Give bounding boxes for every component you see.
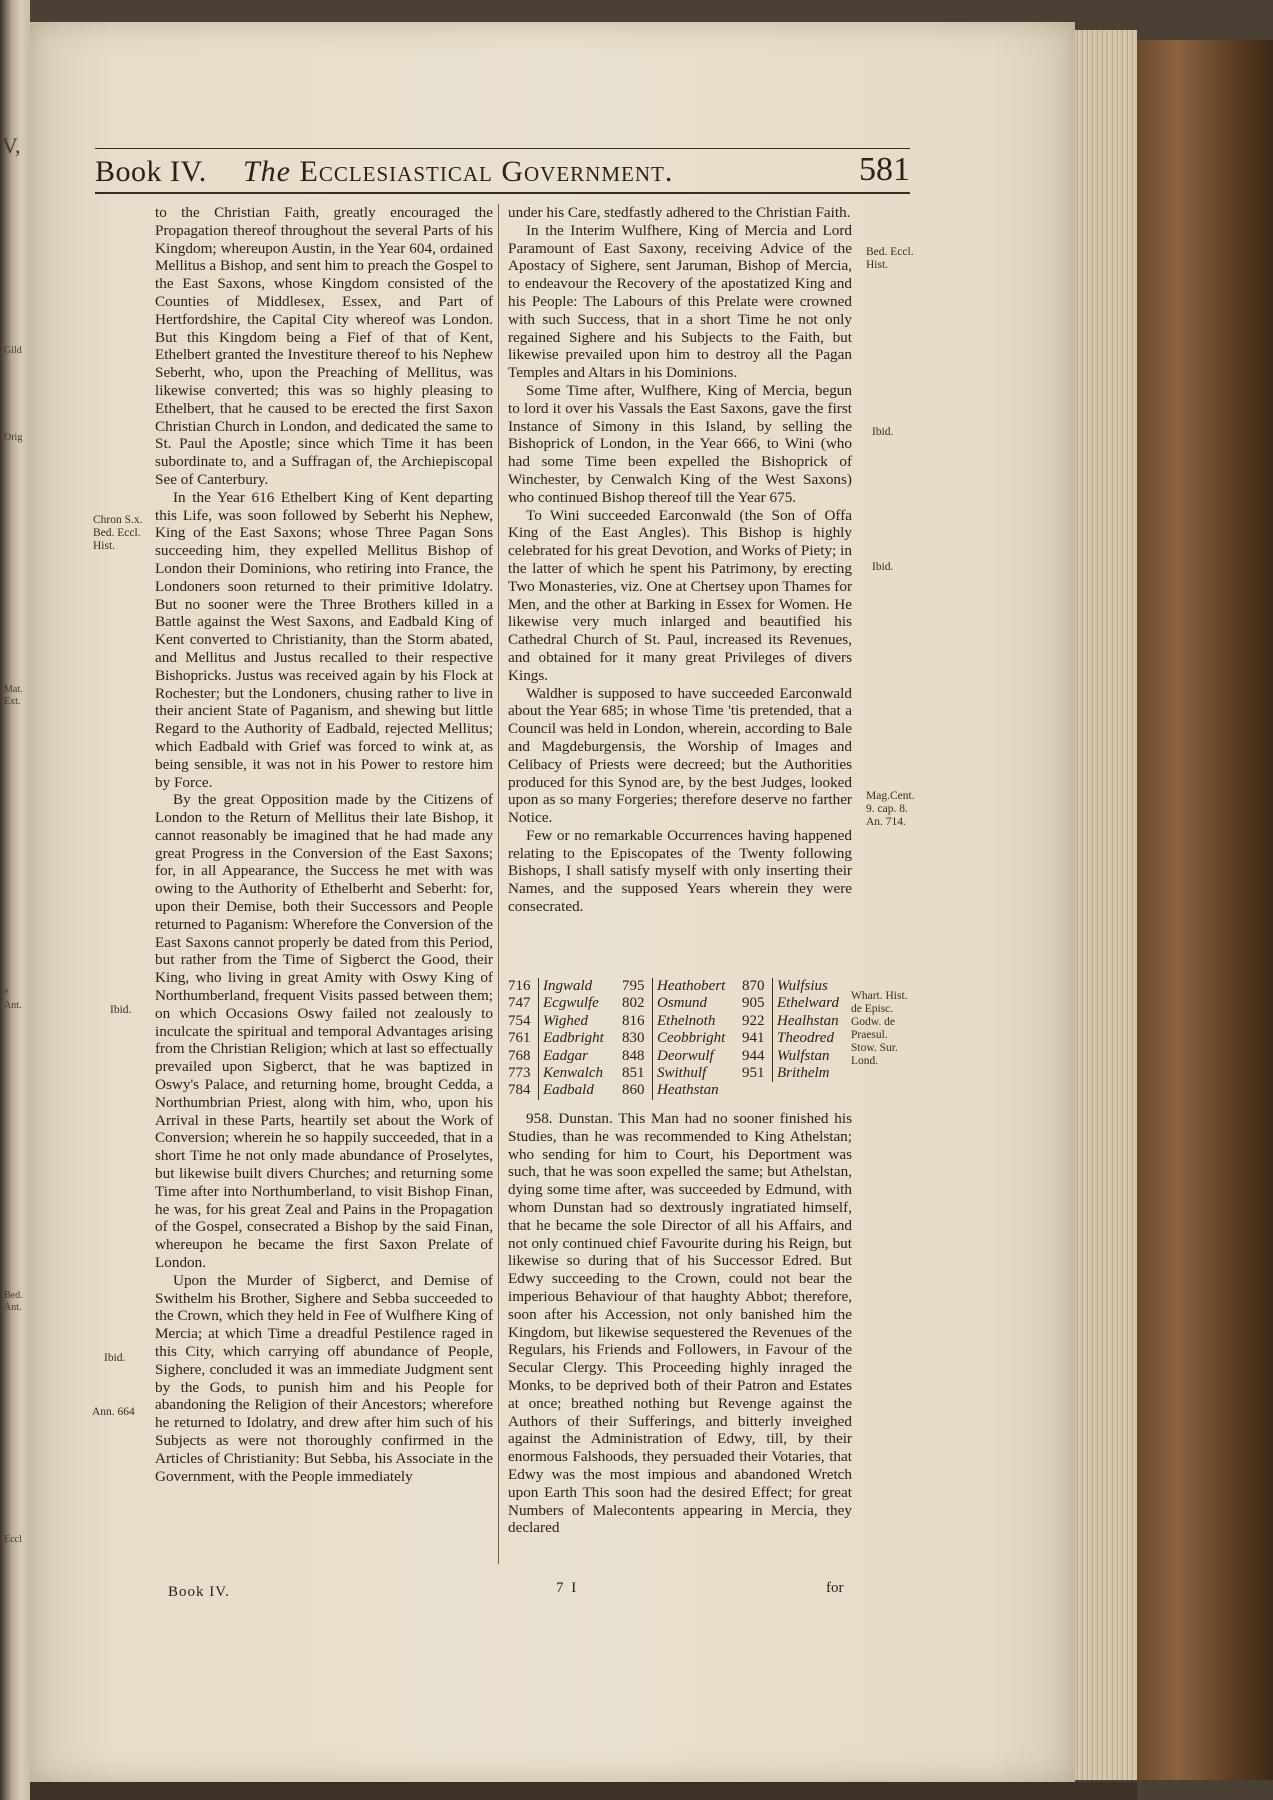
bishop-name: Deorwulf <box>652 1048 714 1065</box>
bishop-entry <box>742 1030 839 1047</box>
bishop-name: Ethelnoth <box>652 1013 715 1030</box>
bishop-year: 784 <box>508 1082 531 1099</box>
bishop-entry <box>622 1030 725 1047</box>
bishop-name: Ingwald <box>538 978 592 995</box>
header-bottom-rule <box>95 192 910 194</box>
running-title-text: Ecclesiastical Government. <box>299 155 674 188</box>
bishop-entry <box>508 978 604 995</box>
bishop-name: Wulfstan <box>772 1048 830 1065</box>
bishop-year: 830 <box>622 1030 645 1047</box>
bishop-name: Ecgwulfe <box>538 995 599 1012</box>
bishops-column <box>742 978 839 1082</box>
bishop-entry <box>622 1013 725 1030</box>
bishop-entry <box>508 1013 604 1030</box>
left-margin-fragment: Ant. <box>4 1000 22 1011</box>
bishop-year: 768 <box>508 1047 531 1064</box>
bishop-year: 761 <box>508 1030 531 1047</box>
bishop-name: Ceobbright <box>652 1030 725 1047</box>
column-divider <box>498 204 499 1564</box>
margin-note: Ibid. <box>872 426 894 438</box>
left-margin-fragment: V, <box>2 133 21 158</box>
bishop-name: Eadgar <box>538 1048 588 1065</box>
bishop-name: Brithelm <box>772 1065 830 1082</box>
bishops-column <box>508 978 604 1100</box>
bishop-name: Wulfsius <box>772 978 828 995</box>
margin-note: Ibid. <box>872 561 894 573</box>
bishop-year: 802 <box>622 995 645 1012</box>
paragraph: To Wini succeeded Earconwald (the Son of Offa King of the East Angles). This Bishop is highly celebrated for his great Devotion, and Works of Piety; in the latter of which he spent his Patrimony, by erecting Two Monasteries, viz. One at Chertsey upon Thames for Men, and the other at Barking in Essex for Women. He likewise very much inlarged and beautified his Cathedral Church of St. Paul, increased its Revenues, and obtained for it many great Privileges of divers Kings. <box>508 506 852 684</box>
margin-note: Mag.Cent. 9. cap. 8. An. 714. <box>866 790 915 828</box>
paragraph: Upon the Murder of Sigberct, and Demise of Swithelm his Brother, Sighere and Sebba succeeded to the Crown, which they held in Fee of Wulfhere King of Mercia; at which Time a dreadful Pestilence raged in this City, which carrying off abundance of People, Sighere, concluded it was an immediate Judgment sent by the Gods, to punish him and his People for abandoning the Religion of their Ancestors; wherefore he returned to Idolatry, and drew after him such of his Subjects as were not thoroughly confirmed in the Articles of Christianity: But Sebba, his Associate in the Government, with the People immediately <box>155 1271 493 1485</box>
right-catchword: for <box>826 1580 844 1596</box>
page-fore-edge <box>1075 30 1137 1780</box>
left-margin-fragment: e <box>4 986 9 997</box>
bishop-entry <box>742 978 839 995</box>
book-cover <box>1137 40 1273 1780</box>
paragraph: Waldher is supposed to have succeeded Earconwald about the Year 685; in whose Time 'tis pretended, that a Council was held in London, wherein, according to Bale and Magdeburgensis, the Worship of Images and Celibacy of Priests were decreed; but the Authorities produced for this Synod are, by the best Judges, looked upon as so many Forgeries; therefore deserve no farther Notice. <box>508 684 852 827</box>
paragraph: In the Interim Wulfhere, King of Mercia and Lord Paramount of East Saxony, receiving Advice of the Apostacy of Sighere, sent Jaruman, Bishop of Mercia, to endeavour the Recovery of the apostatized King and his People: The Labours of this Prelate were crowned with such Success, that in a short Time he not only regained Sighere and his Subjects to the Faith, but likewise prevailed upon him to destroy all the Pagan Temples and Altars in his Dominions. <box>508 221 852 382</box>
bishop-name: Wighed <box>538 1013 588 1030</box>
bishop-entry <box>622 1082 725 1099</box>
signature-mark: 7 I <box>556 1580 579 1596</box>
bishop-entry <box>622 978 725 995</box>
bishop-name: Swithulf <box>652 1065 706 1082</box>
bishop-name: Heathobert <box>652 978 725 995</box>
bishop-year: 944 <box>742 1047 765 1064</box>
bishop-entry <box>508 1082 604 1099</box>
bishop-year: 941 <box>742 1030 765 1047</box>
paragraph: By the great Opposition made by the Citizens of London to the Return of Mellitus their late Bishop, it cannot reasonably be imagined that he had made any great Progress in the Conversion of the East Saxons; for, in all Appearance, the Success he met with was owing to the Authority of Ethelberht and Seberht: for, upon their Demise, both their Successors and People returned to Paganism: Wherefore the Conversion of the East Saxons cannot properly be dated from this Period, but rather from the Time of Sigberct the Good, their King, who living in great Amity with Oswy King of Northumberland, frequent Visits passed between them; on which Occasions Oswy failed not zealously to inculcate the spiritual and temporal Advantages arising from the Christian Religion; which at last so effectually prevailed upon Sigberct, that he was baptized in Oswy's Palace, and returning home, brought Cedda, a Northumbrian Priest, along with him, who, upon his Arrival in these Parts, heartily set about the Work of Conversion; wherein he so happily succeeded, that in a short Time he not only made abundance of Proselytes, but likewise built divers Churches; and returning some Time after into Northumberland, to visit Bishop Finan, he was, for his great Zeal and Pains in the Propagation of the Gospel, consecrated a Bishop by the said Finan, whereupon he became the first Saxon Prelate of London. <box>155 791 493 1272</box>
left-margin-fragment: Mat. Ext. <box>4 684 23 707</box>
bishop-year: 870 <box>742 978 765 994</box>
margin-note: Ibid. <box>104 1352 126 1364</box>
bishop-year: 773 <box>508 1064 531 1081</box>
right-text-column-top <box>508 204 852 916</box>
bishop-name: Osmund <box>652 995 707 1012</box>
paragraph: to the Christian Faith, greatly encouraged the Propagation thereof throughout the several Parts of his Kingdom; whereupon Austin, in the Year 604, ordained Mellitus a Bishop, and sent him to preach the Gospel to the East Saxons, whose Kingdom consisted of the Counties of Middlesex, Essex, and Part of Hertfordshire, the Capital City whereof was London. But this Kingdom being a Fief of that of Kent, Ethelbert granted the Investiture thereof to his Nephew Seberht, who, upon the Preaching of Mellitus, was likewise converted; this was so highly pleasing to Ethelbert, that he caused to be erected the first Saxon Christian Church in London, and dedicated the same to St. Paul the Apostle; since which Time it has been subordinate to, and a Suffragan of, the Archiepiscopal See of Canterbury. <box>155 204 493 488</box>
left-catchword: Book IV. <box>168 1584 230 1600</box>
running-title <box>243 155 673 189</box>
bishop-entry <box>508 1065 604 1082</box>
bishop-entry <box>508 995 604 1012</box>
bishop-name: Heathstan <box>652 1082 719 1099</box>
bishop-name: Kenwalch <box>538 1065 603 1082</box>
bishop-entry <box>508 1048 604 1065</box>
bishop-name: Eadbald <box>538 1082 594 1099</box>
margin-note: Bed. Eccl. Hist. <box>866 246 914 271</box>
bishop-year: 905 <box>742 995 765 1012</box>
left-margin-fragment: Gild <box>4 345 22 356</box>
right-text-column-bottom <box>508 1110 852 1537</box>
paragraph: 958. Dunstan. This Man had no sooner finished his Studies, than he was recommended to King Athelstan; who sending for him to Court, his Deportment was such, that he was soon expelled the same; but Athelstan, dying some time after, was succeeded by Edmund, with whom Dunstan had so dextrously ingratiated himself, that he became the sole Director of all his Affairs, and not only continued chief Favourite during his Reign, but likewise so during that of his Successor Edred. But Edwy succeeding to the Crown, could not bear the imperious Behaviour of that haughty Abbot; therefore, soon after his Accession, not only banished him the Kingdom, but likewise sequestered the Revenues of the Regulars, his Friends and Followers, in Favour of the Secular Clergy. This Proceeding highly inraged the Monks, to be deprived both of their Patron and Estates at once; breathed nothing but Revenge against the Authors of their Sufferings, and bitterly inveighed against the Administration of Edwy, till, by their enormous Falshoods, they persuaded their Votaries, that Edwy was the most impious and abandoned Wretch upon Earth This soon had the desired Effect; for great Numbers of Malecontents appearing in Mercia, they declared <box>508 1110 852 1537</box>
header-top-rule <box>95 148 910 149</box>
bishops-column <box>622 978 725 1100</box>
bishop-entry <box>742 1048 839 1065</box>
previous-page-edge <box>0 0 30 1800</box>
left-text-column <box>155 204 493 1485</box>
margin-note: Ann. 664 <box>92 1406 135 1418</box>
page-number: 581 <box>859 151 910 188</box>
bishop-year: 851 <box>622 1064 645 1081</box>
margin-note: Chron S.x. Bed. Eccl. Hist. <box>93 514 143 552</box>
paragraph: In the Year 616 Ethelbert King of Kent departing this Life, was soon followed by Seberht his Nephew, King of the East Saxons; whose Three Pagan Sons succeeding him, they expelled Mellitus Bishop of London their Dominions, who retiring into France, the Londoners soon returned to their primitive Idolatry. But no sooner were the Three Brothers killed in a Battle against the West Saxons, and Eadbald King of Kent converted to Christianity, than the Storm abated, and Mellitus and Justus recalled to their respective Bishopricks. Justus was received again by his Flock at Rochester; but the Londoners, chusing rather to live in their ancient State of Paganism, and shewing but little Regard to the Authority of Eadbald, rejected Mellitus; which Eadbald with Grief was forced to wink at, as being sensible, it was not in his Power to restore him by Force. <box>155 488 493 791</box>
bishop-name: Ethelward <box>772 995 839 1012</box>
bishop-entry <box>742 1013 839 1030</box>
paragraph: under his Care, stedfastly adhered to the Christian Faith. <box>508 204 851 221</box>
bishop-year: 716 <box>508 978 531 994</box>
left-margin-fragment: Eccl <box>4 1534 22 1545</box>
bishop-entry <box>742 995 839 1012</box>
bishop-year: 848 <box>622 1047 645 1064</box>
bishop-entry <box>622 995 725 1012</box>
bishop-year: 922 <box>742 1012 765 1029</box>
left-margin-fragment: Orig <box>4 432 23 443</box>
paragraph: Few or no remarkable Occurrences having happened relating to the Episcopates of the Twenty following Bishops, I shall satisfy myself with only inserting their Names, and the supposed Years wherein they were consecrated. <box>508 826 852 916</box>
bishop-year: 754 <box>508 1012 531 1029</box>
paragraph: Some Time after, Wulfhere, King of Mercia, begun to lord it over his Vassals the East Saxons, gave the first Instance of Simony in this Island, by selling the Bishoprick of London, in the Year 666, to Wini (who had some Time been expelled the Bishoprick of Winchester, by Cenwalch King of the West Saxons) who continued Bishop thereof till the Year 675. <box>508 381 852 506</box>
bishop-entry <box>622 1048 725 1065</box>
bishop-name: Theodred <box>772 1030 834 1047</box>
bishop-name: Eadbright <box>538 1030 604 1047</box>
bishop-entry <box>742 1065 839 1082</box>
bishop-year: 747 <box>508 995 531 1012</box>
bottom-edge <box>30 1782 1137 1800</box>
book-label: Book IV. <box>95 155 207 188</box>
left-margin-fragment: Bed. Ant. <box>4 1290 23 1313</box>
running-header <box>95 151 910 191</box>
bishop-name: Healhstan <box>772 1013 839 1030</box>
bishop-year: 951 <box>742 1064 765 1081</box>
bishop-year: 795 <box>622 978 645 994</box>
bishop-year: 816 <box>622 1012 645 1029</box>
running-title-the: The <box>243 155 291 188</box>
bishop-entry <box>508 1030 604 1047</box>
bishop-year: 860 <box>622 1082 645 1099</box>
margin-note: Whart. Hist. de Episc. Godw. de Praesul. Stow. Sur. Lond. <box>851 990 908 1067</box>
margin-note: Ibid. <box>110 1004 132 1016</box>
bishop-entry <box>622 1065 725 1082</box>
